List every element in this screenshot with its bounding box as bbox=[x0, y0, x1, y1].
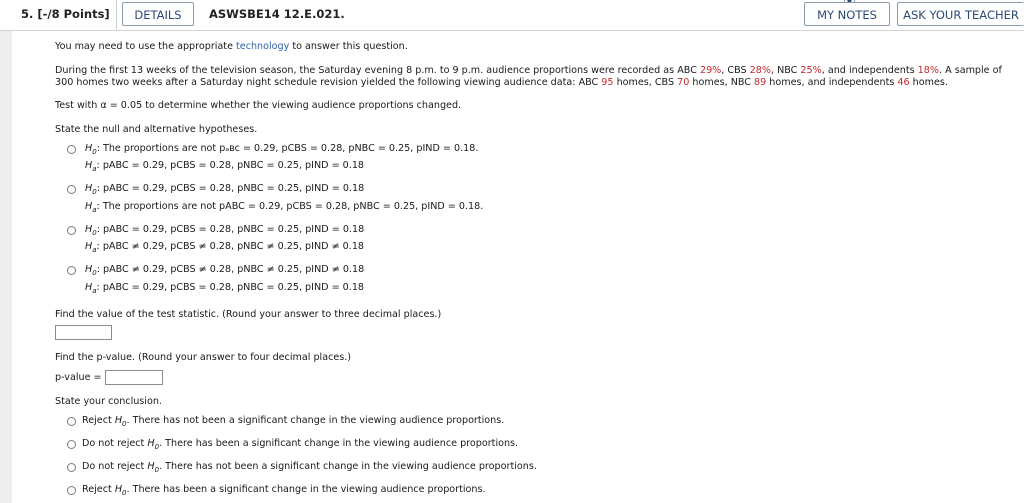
h0-statement: The proportions are not pₐʙᴄ = 0.29, pCBS = 0.28, pNBC = 0.25, pIND = 0.18. bbox=[102, 143, 479, 154]
radio-button[interactable] bbox=[67, 463, 76, 472]
conclusion-text bbox=[82, 461, 537, 476]
ha-line: $H_a$: pABC = 0.29, pCBS = 0.28, pNBC = 0.25, pIND = 0.18 bbox=[85, 160, 365, 173]
ha-symbol: $H_a$ bbox=[85, 201, 97, 214]
cbs-count: 70 bbox=[677, 77, 690, 88]
cbs-percent: 28% bbox=[749, 65, 771, 76]
h0-line: $H_0$: pABC = 0.29, pCBS = 0.28, pNBC = 0.25, pIND = 0.18 bbox=[85, 183, 365, 196]
h0-symbol: $H_0$ bbox=[85, 183, 97, 196]
radio-button[interactable] bbox=[67, 185, 76, 194]
nbc-percent: 25% bbox=[800, 65, 822, 76]
h0-statement: pABC = 0.29, pCBS = 0.28, pNBC = 0.25, pIND = 0.18 bbox=[102, 183, 365, 194]
problem-line-2 bbox=[55, 77, 948, 89]
ha-line: $H_a$: pABC = 0.29, pCBS = 0.28, pNBC = 0.25, pIND = 0.18 bbox=[85, 282, 365, 295]
problem-text: homes. bbox=[909, 77, 948, 88]
pvalue-input[interactable] bbox=[105, 370, 163, 385]
problem-text: homes, CBS bbox=[613, 77, 678, 88]
technology-note bbox=[55, 41, 408, 53]
intro-text: You may need to use the appropriate bbox=[55, 41, 237, 52]
pvalue-label: p-value = bbox=[55, 372, 102, 383]
ha-symbol: $H_a$ bbox=[85, 241, 97, 254]
h0-line: $H_0$: pABC ≠ 0.29, pCBS ≠ 0.28, pNBC ≠ 0.25, pIND ≠ 0.18 bbox=[85, 264, 365, 277]
h0-statement: pABC = 0.29, pCBS = 0.28, pNBC = 0.25, pIND = 0.18 bbox=[102, 224, 365, 235]
pvalue-prompt: Find the p-value. (Round your answer to four decimal places.) bbox=[55, 352, 352, 363]
conclusion-lead: Do not reject bbox=[82, 438, 145, 449]
ha-symbol: $H_a$ bbox=[85, 282, 97, 295]
ha-symbol: $H_a$ bbox=[85, 160, 97, 173]
radio-button[interactable] bbox=[67, 226, 76, 235]
conclusion-lead: Reject bbox=[82, 415, 112, 426]
problem-text: . A sample of bbox=[938, 65, 1002, 76]
h0-symbol: $H_0$ bbox=[114, 484, 127, 497]
h0-symbol: $H_0$ bbox=[85, 143, 97, 156]
radio-button[interactable] bbox=[67, 145, 76, 154]
conclusion-rest: . There has been a significant change in the viewing audience proportions. bbox=[126, 484, 486, 495]
h0-symbol: $H_0$ bbox=[85, 264, 97, 277]
conclusion-lead: Do not reject bbox=[82, 461, 145, 472]
details-button[interactable]: DETAILS bbox=[122, 2, 194, 26]
conclusion-prompt: State your conclusion. bbox=[55, 396, 162, 407]
h0-statement: pABC ≠ 0.29, pCBS ≠ 0.28, pNBC ≠ 0.25, pIND ≠ 0.18 bbox=[102, 264, 365, 275]
ask-teacher-button[interactable]: ASK YOUR TEACHER bbox=[897, 2, 1024, 26]
ha-statement: pABC = 0.29, pCBS = 0.28, pNBC = 0.25, pIND = 0.18 bbox=[102, 282, 365, 293]
hypotheses-prompt: State the null and alternative hypotheses. bbox=[55, 124, 258, 135]
ha-statement: The proportions are not pABC = 0.29, pCBS = 0.28, pNBC = 0.25, pIND = 0.18. bbox=[102, 201, 484, 212]
ind-count: 46 bbox=[897, 77, 910, 88]
problem-text: homes, NBC bbox=[689, 77, 755, 88]
h0-symbol: $H_0$ bbox=[85, 224, 97, 237]
left-margin-band bbox=[0, 31, 12, 503]
ha-line: $H_a$: The proportions are not pABC = 0.29, pCBS = 0.28, pNBC = 0.25, pIND = 0.18. bbox=[85, 201, 484, 214]
question-number: 5. [-/8 Points] bbox=[21, 7, 110, 21]
h0-symbol: $H_0$ bbox=[114, 415, 127, 428]
question-header bbox=[0, 0, 1024, 31]
conclusion-text bbox=[82, 415, 504, 430]
my-notes-button[interactable]: MY NOTES bbox=[804, 2, 890, 26]
problem-text: 300 homes two weeks after a Saturday night schedule revision yielded the following viewing audience data: ABC bbox=[55, 77, 602, 88]
nbc-count: 89 bbox=[754, 77, 767, 88]
abc-percent: 29% bbox=[699, 65, 722, 76]
ha-statement: pABC ≠ 0.29, pCBS ≠ 0.28, pNBC ≠ 0.25, pIND ≠ 0.18 bbox=[102, 241, 365, 252]
question-id: ASWSBE14 12.E.021. bbox=[209, 7, 345, 21]
intro-text-suffix: to answer this question. bbox=[289, 41, 408, 52]
conclusion-rest: . There has not been a significant change in the viewing audience proportions. bbox=[126, 415, 505, 426]
header-divider bbox=[116, 0, 117, 30]
h0-line: $H_0$: pABC = 0.29, pCBS = 0.28, pNBC = 0.25, pIND = 0.18 bbox=[85, 224, 365, 237]
abc-count: 95 bbox=[601, 77, 614, 88]
test-instruction: Test with α = 0.05 to determine whether the viewing audience proportions changed. bbox=[55, 100, 462, 111]
problem-line-1 bbox=[55, 65, 1002, 77]
conclusion-rest: . There has been a significant change in the viewing audience proportions. bbox=[159, 438, 519, 449]
radio-button[interactable] bbox=[67, 486, 76, 495]
conclusion-text bbox=[82, 484, 486, 499]
test-statistic-input[interactable] bbox=[55, 325, 112, 340]
h0-symbol: $H_0$ bbox=[147, 461, 160, 474]
ha-statement: pABC = 0.29, pCBS = 0.28, pNBC = 0.25, pIND = 0.18 bbox=[102, 160, 365, 171]
ind-percent: 18% bbox=[917, 65, 939, 76]
h0-line: $H_0$: The proportions are not pₐʙᴄ = 0.29, pCBS = 0.28, pNBC = 0.25, pIND = 0.18. bbox=[85, 143, 479, 156]
problem-text: , CBS bbox=[721, 65, 750, 76]
radio-button[interactable] bbox=[67, 440, 76, 449]
h0-symbol: $H_0$ bbox=[147, 438, 160, 451]
test-statistic-prompt: Find the value of the test statistic. (Round your answer to three decimal places.) bbox=[55, 309, 442, 320]
conclusion-lead: Reject bbox=[82, 484, 112, 495]
radio-button[interactable] bbox=[67, 266, 76, 275]
technology-link[interactable]: technology bbox=[236, 41, 290, 52]
ha-line: $H_a$: pABC ≠ 0.29, pCBS ≠ 0.28, pNBC ≠ 0.25, pIND ≠ 0.18 bbox=[85, 241, 365, 254]
problem-text: During the first 13 weeks of the television season, the Saturday evening 8 p.m. to 9 p.m. audience proportions were recorded as ABC bbox=[55, 65, 700, 76]
conclusion-rest: . There has not been a significant change in the viewing audience proportions. bbox=[159, 461, 537, 472]
problem-text: , NBC bbox=[770, 65, 801, 76]
problem-text: homes, and independents bbox=[766, 77, 898, 88]
radio-button[interactable] bbox=[67, 417, 76, 426]
problem-text: , and independents bbox=[821, 65, 918, 76]
conclusion-text bbox=[82, 438, 518, 453]
